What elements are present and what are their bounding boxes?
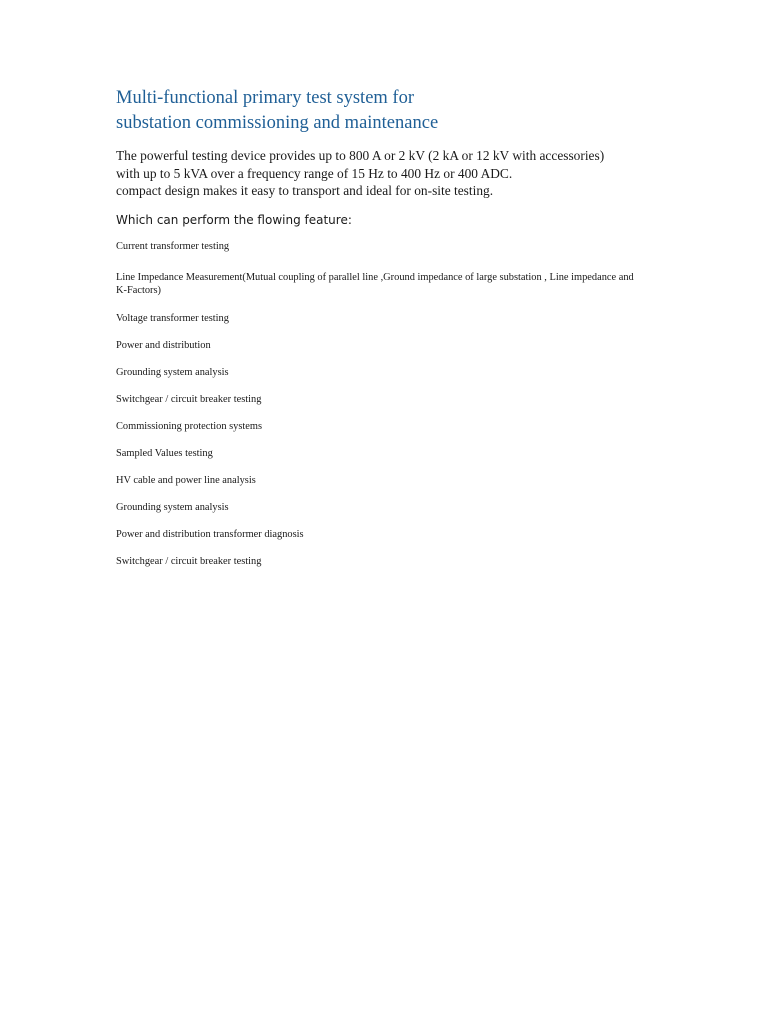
intro-line-2-subscript: DC [490, 165, 509, 181]
feature-item: Commissioning protection systems [116, 420, 263, 432]
intro-line-2-period: . [508, 165, 513, 181]
document-page [116, 86, 676, 582]
feature-item: Power and distribution [116, 339, 211, 351]
feature-item: Current transformer testing [116, 240, 230, 252]
feature-item: Voltage transformer testing [116, 312, 229, 324]
intro-paragraph [116, 147, 676, 200]
feature-item: Grounding system analysis [116, 501, 229, 513]
title-line-1: Multi-functional primary test system for [116, 88, 414, 108]
title-line-2: substation commissioning and maintenance [116, 113, 439, 133]
intro-line-1: The powerful testing device provides up to 800 A or 2 kV (2 kA or 12 kV with accessories) [116, 148, 605, 163]
feature-item: Line Impedance Measurement(Mutual coupling of parallel line ,Ground impedance of large substation , Line impedance and K-Factors) [116, 271, 634, 296]
feature-list [116, 240, 676, 568]
feature-item: HV cable and power line analysis [116, 474, 256, 486]
feature-item: Sampled Values testing [116, 447, 213, 459]
feature-item: Switchgear / circuit breaker testing [116, 555, 262, 567]
document-title [116, 86, 676, 136]
intro-line-2-text: with up to 5 kVA over a frequency range of 15 Hz to 400 Hz or 400 A [116, 165, 491, 181]
intro-line-3: compact design makes it easy to transport and ideal for on-site testing. [116, 183, 494, 198]
feature-item: Power and distribution transformer diagnosis [116, 528, 304, 540]
feature-item: Switchgear / circuit breaker testing [116, 393, 262, 405]
intro-line-2 [116, 166, 512, 181]
feature-item: Grounding system analysis [116, 366, 229, 378]
features-heading: Which can perform the flowing feature: [116, 212, 352, 227]
